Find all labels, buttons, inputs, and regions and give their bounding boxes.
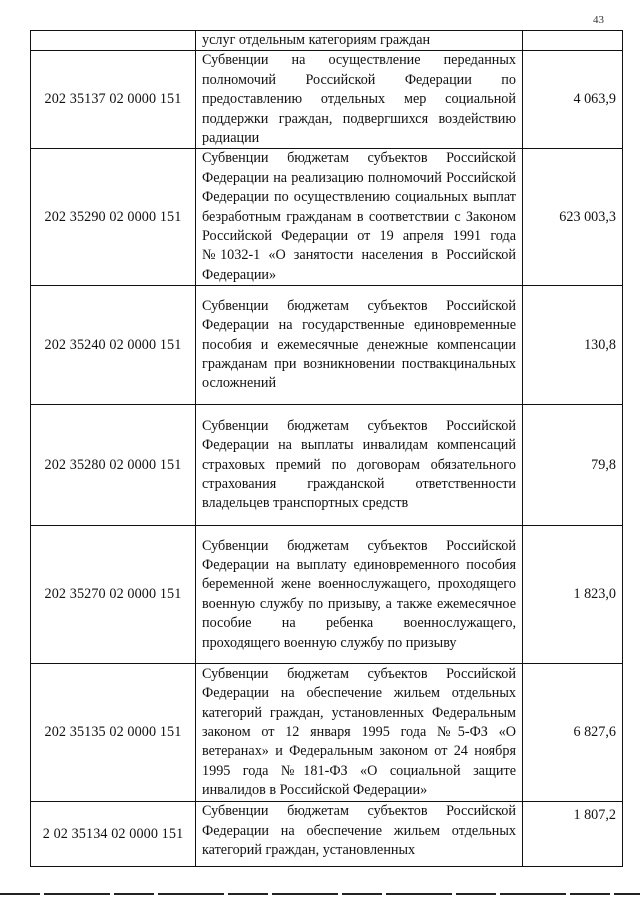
budget-code-cell: 202 35280 02 0000 151 [31,405,196,526]
amount-cell: 6 827,6 [523,664,623,802]
table-row [31,664,623,802]
description-cell: Субвенции бюджетам субъектов Российской Федерации на выплаты инвалидам компенсаций страховых премий по договорам обязательного страхования гражданской ответственности владельцев транспортных средств [196,405,523,526]
description-cell: Субвенции бюджетам субъектов Российской Федерации на выплату единовременного пособия беременной жене военнослужащего, проходящего военную службу по призыву, а также ежемесячное пособие на ребенка военнослужащего, проходящего военную службу по призыву [196,526,523,664]
budget-code-cell: 2 02 35134 02 0000 151 [31,802,196,867]
table-row [31,149,623,286]
page-number: 43 [593,14,604,26]
amount-cell [523,31,623,51]
budget-code-cell: 202 35270 02 0000 151 [31,526,196,664]
table-row [31,802,623,867]
page-bottom-rule [0,893,640,895]
table-row [31,526,623,664]
description-cell: Субвенции на осуществление переданных полномочий Российской Федерации по предоставлению отдельных мер социальной поддержки граждан, подвергшихся воздействию радиации [196,51,523,149]
amount-cell: 4 063,9 [523,51,623,149]
description-cell: Субвенции бюджетам субъектов Российской Федерации на обеспечение жильем отдельных категорий граждан, установленных Федеральным законом от 12 января 1995 года №5-ФЗ «О ветеранах» и Федеральным законом от 24 ноября 1995 года №181-ФЗ «О социальной защите инвалидов в Российской Федерации» [196,664,523,802]
table-row [31,31,623,51]
amount-cell: 130,8 [523,286,623,405]
amount-cell: 1 823,0 [523,526,623,664]
budget-code-cell: 202 35137 02 0000 151 [31,51,196,149]
amount-cell: 79,8 [523,405,623,526]
description-cell: Субвенции бюджетам субъектов Российской Федерации на обеспечение жильем отдельных категорий граждан, установленных [196,802,523,867]
table-row [31,286,623,405]
budget-revenue-table [30,30,623,867]
description-cell: Субвенции бюджетам субъектов Российской Федерации на государственные единовременные пособия и ежемесячные денежные компенсации гражданам при возникновении поствакцинальных осложнений [196,286,523,405]
budget-code-cell [31,31,196,51]
amount-cell: 623 003,3 [523,149,623,286]
description-cell: услуг отдельным категориям граждан [196,31,523,51]
budget-code-cell: 202 35240 02 0000 151 [31,286,196,405]
amount-cell: 1 807,2 [523,802,623,867]
description-cell: Субвенции бюджетам субъектов Российской Федерации на реализацию полномочий Российской Федерации по осуществлению социальных выплат безработным гражданам в соответствии с Законом Российской Федерации от 19 апреля 1991 года №1032-1 «О занятости населения в Российской Федерации» [196,149,523,286]
budget-code-cell: 202 35290 02 0000 151 [31,149,196,286]
table-row [31,51,623,149]
table-row [31,405,623,526]
budget-code-cell: 202 35135 02 0000 151 [31,664,196,802]
